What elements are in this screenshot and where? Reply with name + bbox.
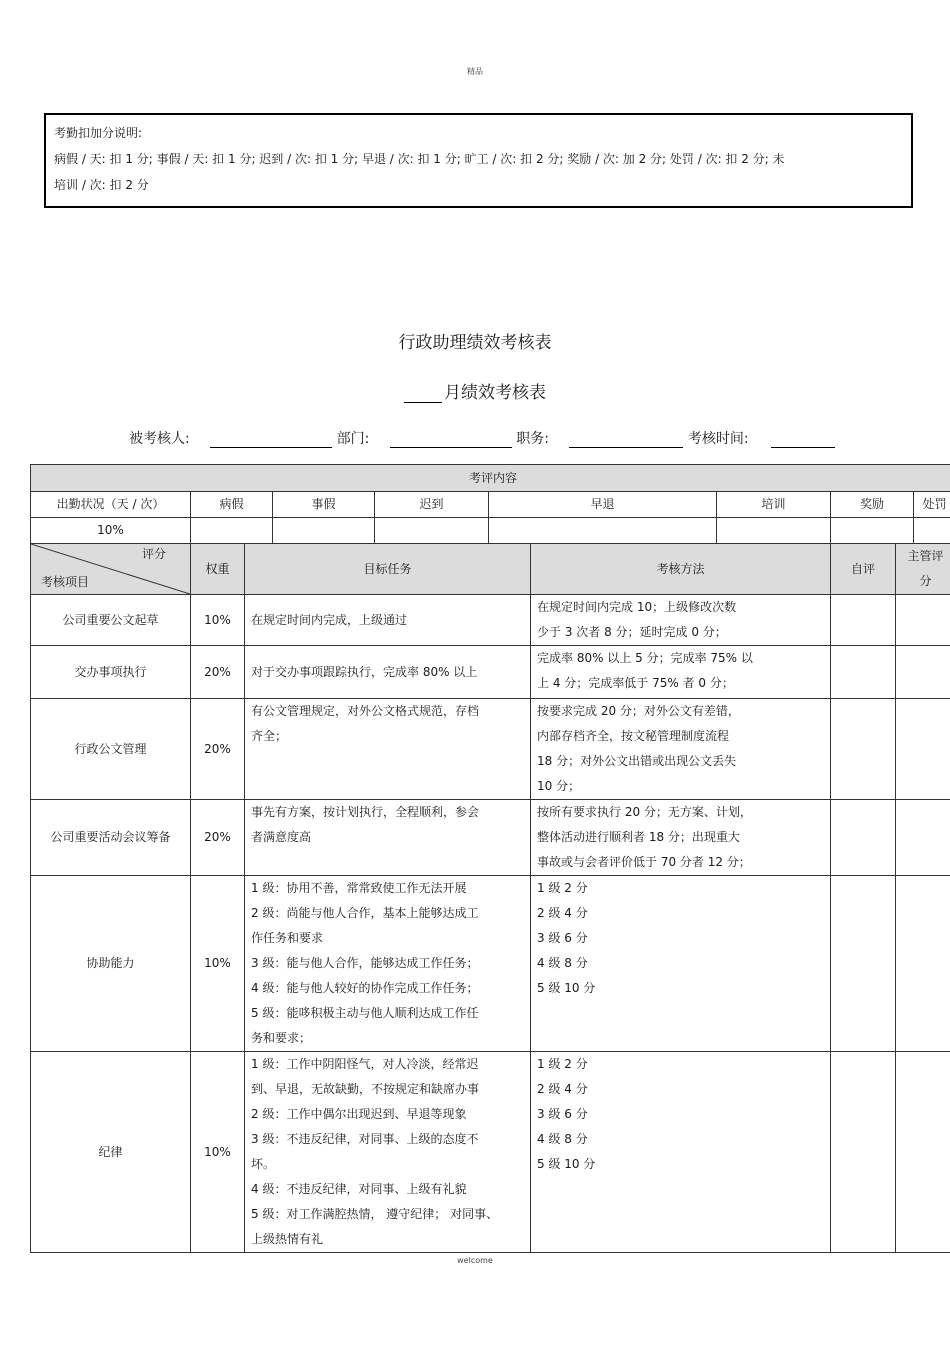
row-target <box>245 1052 531 1253</box>
table-row <box>31 646 950 699</box>
method-line: 完成率 80% 以上 5 分；完成率 75% 以 <box>537 651 753 665</box>
attendance-col-reward: 奖励 <box>831 492 914 518</box>
row-weight: 20% <box>191 800 245 876</box>
diag-bottom-label: 考核项目 <box>41 575 90 589</box>
dept-field <box>390 429 512 448</box>
target-line: 1 级：协用不善，常常致使工作无法开展 <box>251 881 467 895</box>
target-line: 坏。 <box>251 1157 276 1171</box>
row-item: 协助能力 <box>31 876 191 1052</box>
table-row <box>31 595 950 646</box>
row-method <box>531 646 831 699</box>
notes-title: 考勤扣加分说明: <box>54 126 143 140</box>
method-line: 1 级 2 分 <box>537 881 588 895</box>
target-line: 1 级：工作中阴阳怪气，对人冷淡，经常迟 <box>251 1057 479 1071</box>
table-row <box>31 876 950 1052</box>
row-manager-score[interactable] <box>896 646 950 699</box>
row-manager-score[interactable] <box>896 800 950 876</box>
row-item: 公司重要活动会议筹备 <box>31 800 191 876</box>
row-target <box>245 876 531 1052</box>
row-method <box>531 699 831 800</box>
target-line: 4 级：能与他人较好的协作完成工作任务； <box>251 981 479 995</box>
target-line: 有公文管理规定，对外公文格式规范，存档 <box>251 704 480 718</box>
row-item: 交办事项执行 <box>31 646 191 699</box>
row-manager-score[interactable] <box>896 876 950 1052</box>
row-target <box>245 800 531 876</box>
attendance-label: 出勤状况（天 / 次） <box>31 492 191 518</box>
document-subtitle <box>0 378 950 403</box>
attendance-col-training: 培训 <box>717 492 831 518</box>
attendance-value-reward[interactable] <box>831 518 914 544</box>
row-weight: 10% <box>191 595 245 646</box>
diag-top-label: 评分 <box>141 547 166 561</box>
method-line: 3 级 6 分 <box>537 1107 588 1121</box>
notes-line-2: 培训 / 次: 扣 2 分 <box>54 178 149 192</box>
row-manager-score[interactable] <box>896 1052 950 1253</box>
row-self-score[interactable] <box>831 1052 896 1253</box>
target-line: 事先有方案，按计划执行，全程顺利，参会 <box>251 805 480 819</box>
method-line: 18 分；对外公文出错或出现公文丢失 <box>537 754 737 768</box>
page-header: 精品 <box>467 67 483 76</box>
row-weight: 10% <box>191 876 245 1052</box>
method-line: 1 级 2 分 <box>537 1057 588 1071</box>
row-item: 纪律 <box>31 1052 191 1253</box>
target-line: 到、早退，无故缺勤，不按规定和缺席办事 <box>251 1082 480 1096</box>
evaluation-rows <box>31 595 950 1253</box>
table-row <box>31 1052 950 1253</box>
attendance-col-personal: 事假 <box>273 492 375 518</box>
method-line: 上 4 分；完成率低于 75% 者 0 分； <box>537 676 734 690</box>
row-self-score[interactable] <box>831 876 896 1052</box>
method-line: 3 级 6 分 <box>537 931 588 945</box>
method-line: 按要求完成 20 分；对外公文有差错， <box>537 704 740 718</box>
attendance-value-training[interactable] <box>717 518 831 544</box>
method-line: 事故或与会者评价低于 70 分者 12 分； <box>537 855 751 869</box>
table-header: 考评内容 <box>31 465 950 492</box>
method-line: 按所有要求执行 20 分；无方案、计划， <box>537 805 752 819</box>
time-label: 考核时间: <box>687 431 749 447</box>
person-label: 被考核人: <box>129 431 190 447</box>
attendance-notes-box <box>44 113 913 208</box>
row-weight: 10% <box>191 1052 245 1253</box>
method-line: 5 级 10 分 <box>537 1157 596 1171</box>
table-row <box>31 800 950 876</box>
target-line: 对于交办事项跟踪执行，完成率 80% 以上 <box>251 664 478 679</box>
document-title: 行政助理绩效考核表 <box>398 333 552 353</box>
attendance-col-penalty: 处罚 <box>914 492 950 518</box>
target-line: 者满意度高 <box>251 830 312 844</box>
method-line: 10 分； <box>537 779 581 793</box>
method-line: 整体活动进行顺利者 18 分；出现重大 <box>537 830 740 844</box>
row-manager-score[interactable] <box>896 699 950 800</box>
notes-line-1: 病假 / 天: 扣 1 分; 事假 / 天: 扣 1 分; 迟到 / 次: 扣 1 分; 早退 / 次: 扣 1 分; 旷工 / 次: 扣 2 分; 奖励 / 次: 加 2 分; 处罚 / 次: 扣 2 分; 未 <box>54 152 785 166</box>
attendance-col-early: 早退 <box>489 492 717 518</box>
col-target: 目标任务 <box>245 544 531 595</box>
target-line: 齐全； <box>251 729 288 743</box>
row-self-score[interactable] <box>831 646 896 699</box>
col-manager: 主管评分 <box>896 544 950 595</box>
row-self-score[interactable] <box>831 595 896 646</box>
row-method <box>531 800 831 876</box>
row-method <box>531 1052 831 1253</box>
table-row <box>31 699 950 800</box>
row-target <box>245 646 531 699</box>
method-line: 2 级 4 分 <box>537 906 588 920</box>
row-target <box>245 699 531 800</box>
target-line: 作任务和要求 <box>251 931 324 945</box>
method-line: 4 级 8 分 <box>537 956 588 970</box>
target-line: 在规定时间内完成，上级通过 <box>251 612 408 627</box>
col-method: 考核方法 <box>531 544 831 595</box>
target-line: 2 级：工作中偶尔出现迟到、早退等现象 <box>251 1107 467 1121</box>
attendance-value-late[interactable] <box>375 518 489 544</box>
target-line: 5 级：对工作满腔热情， 遵守纪律； 对同事、 <box>251 1207 499 1221</box>
row-item: 公司重要公文起草 <box>31 595 191 646</box>
col-weight: 权重 <box>191 544 245 595</box>
target-line: 3 级：不违反纪律，对同事、上级的态度不 <box>251 1132 479 1146</box>
target-line: 5 级：能哆积极主动与他人顺利达成工作任 <box>251 1006 479 1020</box>
row-method <box>531 876 831 1052</box>
target-line: 3 级：能与他人合作，能够达成工作任务； <box>251 956 479 970</box>
evaluation-table <box>30 464 950 1253</box>
month-blank <box>404 384 442 403</box>
method-line: 在规定时间内完成 10；上级修改次数 <box>537 600 737 614</box>
method-line: 5 级 10 分 <box>537 981 596 995</box>
target-line: 务和要求； <box>251 1031 312 1045</box>
diagonal-header-cell <box>31 544 191 595</box>
attendance-value-penalty[interactable] <box>914 518 950 544</box>
page-footer: welcome <box>457 1256 493 1265</box>
target-line: 上级热情有礼 <box>251 1232 324 1246</box>
row-manager-score[interactable] <box>896 595 950 646</box>
target-line: 4 级：不违反纪律，对同事、上级有礼貌 <box>251 1182 467 1196</box>
person-field <box>210 429 332 448</box>
position-field <box>569 429 683 448</box>
attendance-value-personal[interactable] <box>273 518 375 544</box>
method-line: 4 级 8 分 <box>537 1132 588 1146</box>
attendance-col-sick: 病假 <box>191 492 273 518</box>
row-self-score[interactable] <box>831 699 896 800</box>
attendance-weight: 10% <box>31 518 191 544</box>
position-label: 职务: <box>516 431 549 447</box>
attendance-col-late: 迟到 <box>375 492 489 518</box>
row-self-score[interactable] <box>831 800 896 876</box>
method-line: 少于 3 次者 8 分；延时完成 0 分； <box>537 625 727 639</box>
target-line: 2 级：尚能与他人合作，基本上能够达成工 <box>251 906 479 920</box>
time-field <box>771 429 835 448</box>
row-target <box>245 595 531 646</box>
info-line <box>129 428 835 448</box>
method-line: 内部存档齐全，按文秘管理制度流程 <box>537 729 730 743</box>
row-weight: 20% <box>191 699 245 800</box>
subtitle-text: 月绩效考核表 <box>444 383 546 403</box>
col-self: 自评 <box>831 544 896 595</box>
row-method <box>531 595 831 646</box>
method-line: 2 级 4 分 <box>537 1082 588 1096</box>
dept-label: 部门: <box>336 431 370 447</box>
row-weight: 20% <box>191 646 245 699</box>
row-item: 行政公文管理 <box>31 699 191 800</box>
attendance-value-early[interactable] <box>489 518 717 544</box>
attendance-value-sick[interactable] <box>191 518 273 544</box>
